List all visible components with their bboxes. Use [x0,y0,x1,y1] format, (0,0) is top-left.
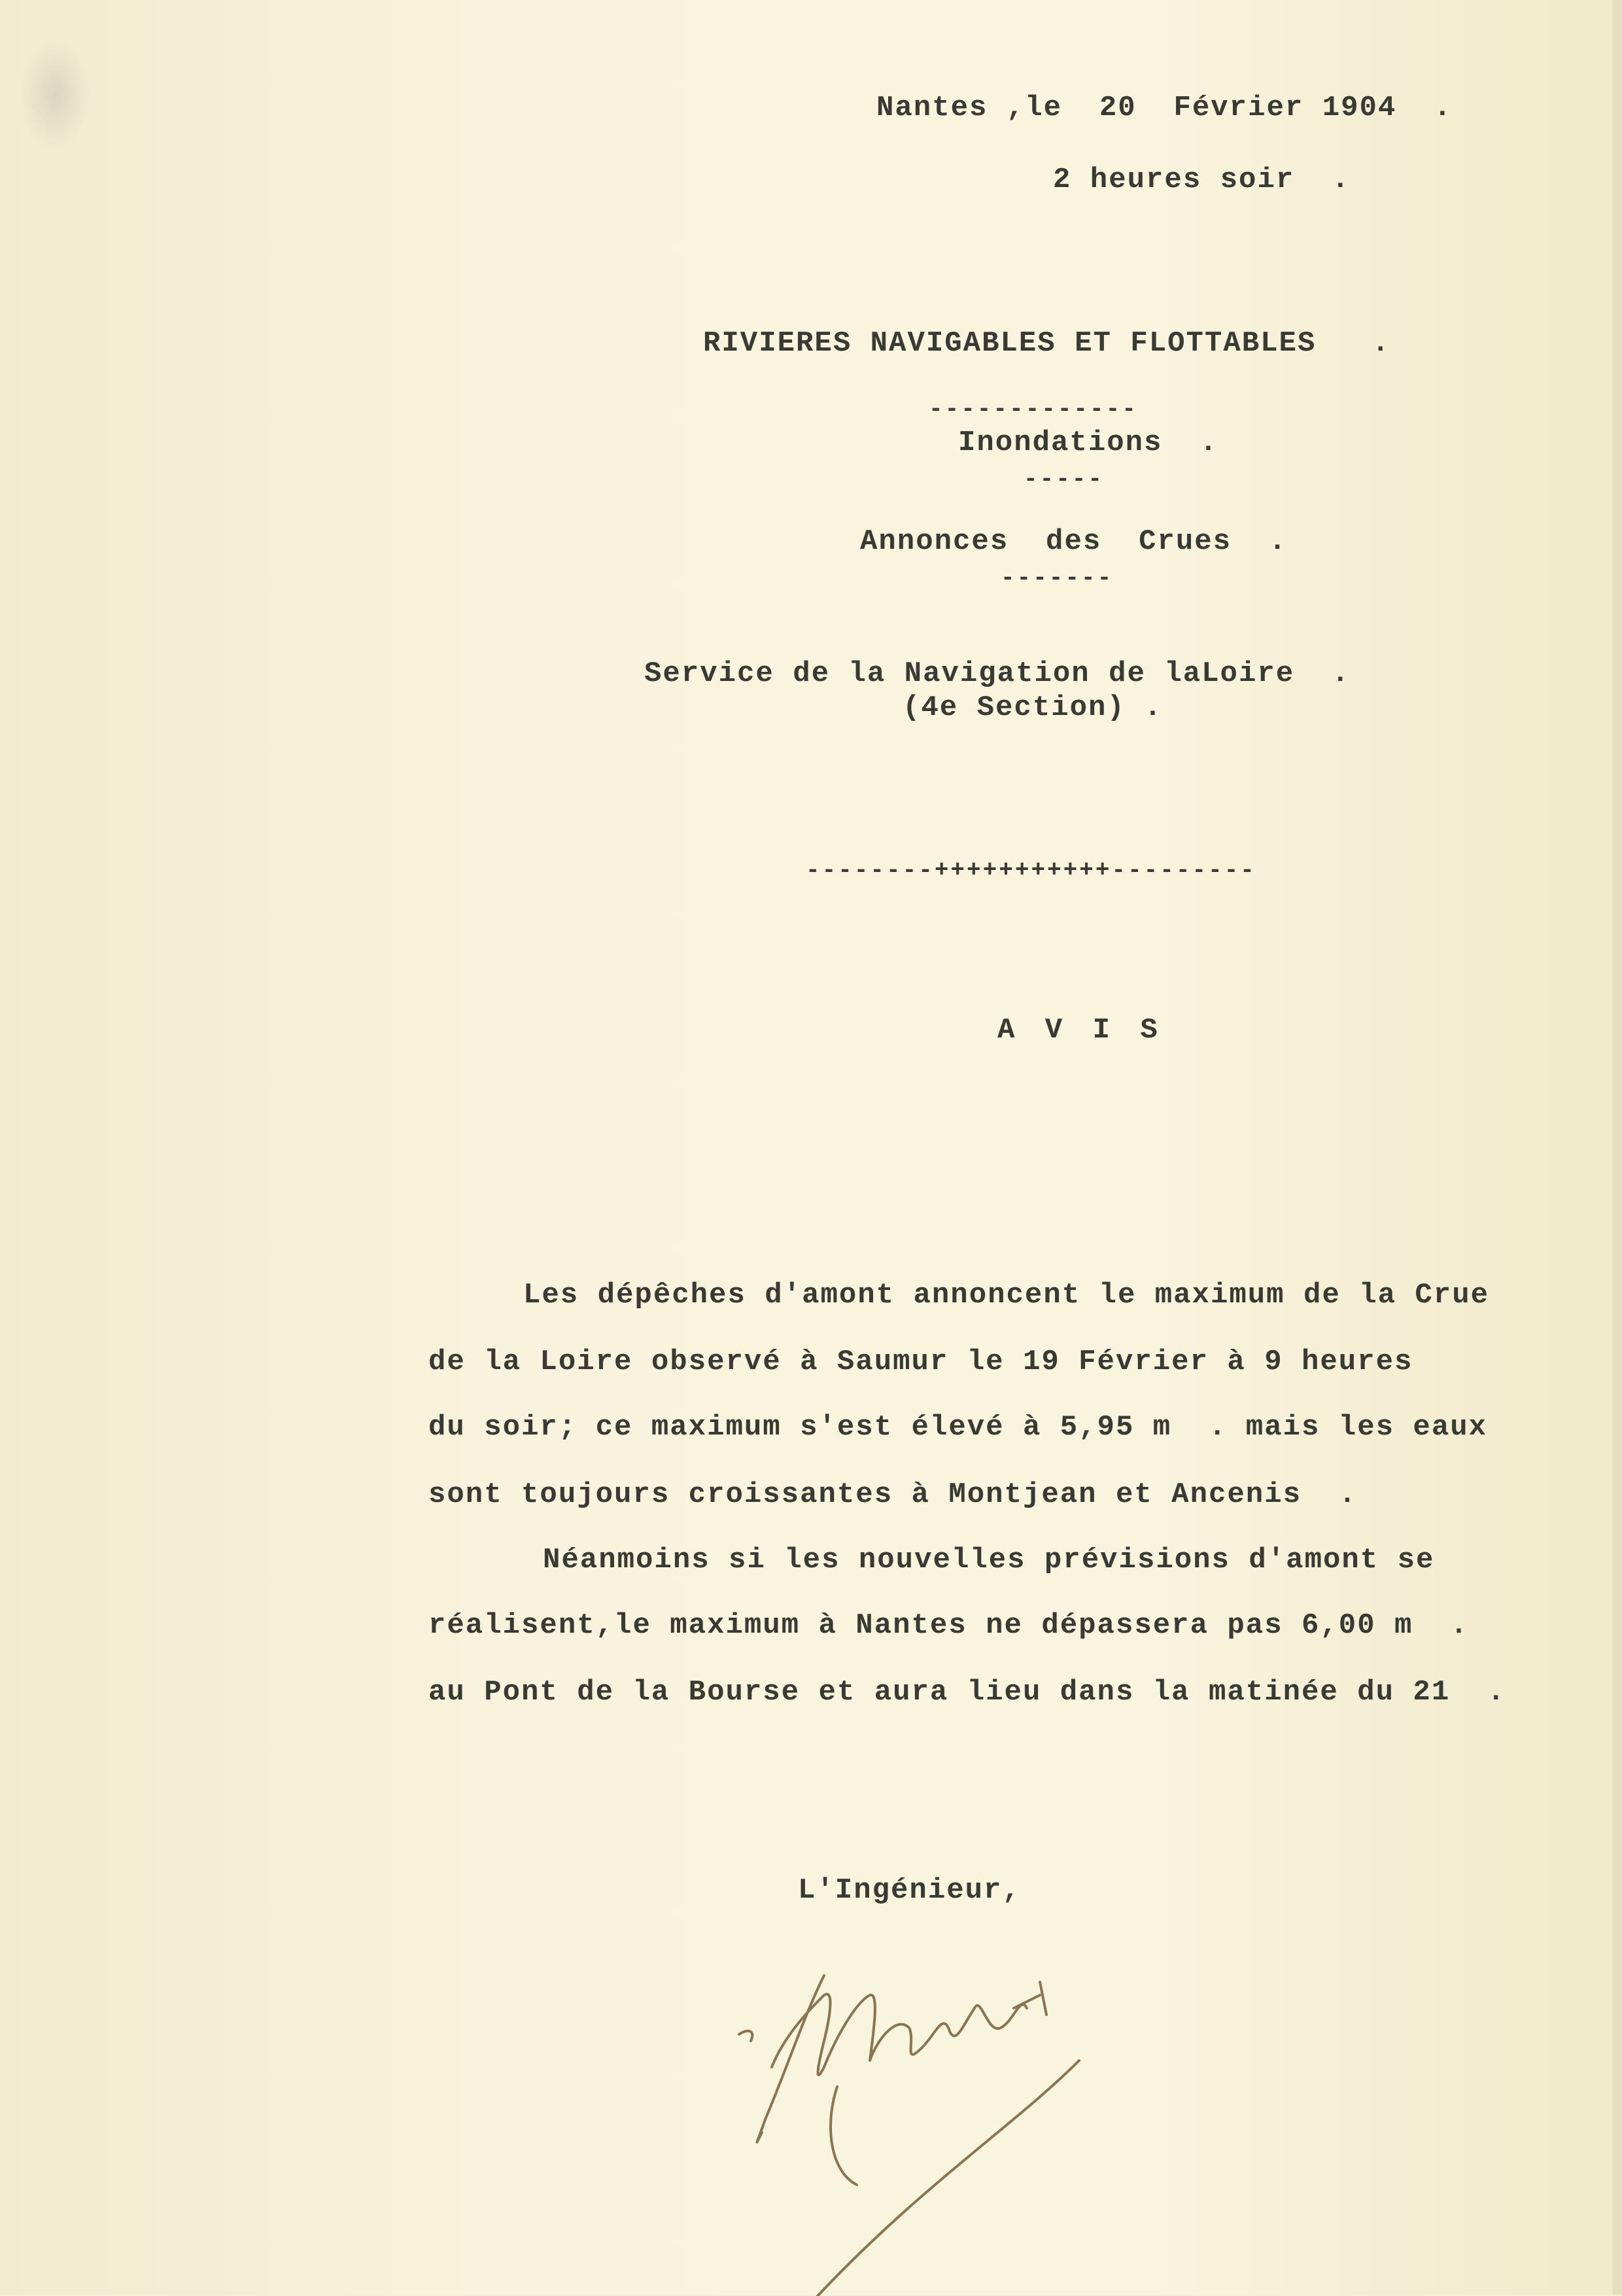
date-line: Nantes ,le 20 Février 1904 . [876,92,1453,124]
paragraph-line-4: sont toujours croissantes à Montjean et Ancenis . [428,1478,1358,1511]
section-title: (4e Section) . [903,691,1163,724]
paragraph-line-5: Néanmoins si les nouvelles prévisions d'amont se [543,1544,1435,1576]
divider-line: --------+++++++++++--------- [806,857,1256,884]
time-line: 2 heures soir . [1053,164,1351,196]
notice-heading: A V I S [997,1014,1164,1047]
announce-title: Annonces des Crues . [860,525,1288,558]
separator-2: ----- [1024,466,1105,493]
paragraph-line-1: Les dépêches d'amont annoncent le maximum de la Crue [523,1279,1490,1312]
handwritten-signature [674,1956,1145,2296]
paragraph-line-6: réalisent,le maximum à Nantes ne dépassera pas 6,00 m . [428,1609,1469,1642]
service-title: Service de la Navigation de laLoire . [644,657,1351,690]
separator-3: ------- [1001,565,1114,591]
category-title: RIVIERES NAVIGABLES ET FLOTTABLES . [703,327,1390,360]
signatory-title: L'Ingénieur, [798,1874,1021,1907]
subject-title: Inondations . [958,426,1218,459]
separator-1: ------------- [929,396,1138,423]
paragraph-line-3: du soir; ce maximum s'est élevé à 5,95 m . mais les eaux [428,1411,1488,1444]
paragraph-line-2: de la Loire observé à Saumur le 19 Février à 9 heures [428,1346,1413,1378]
paragraph-line-7: au Pont de la Bourse et aura lieu dans la matinée du 21 . [428,1676,1506,1709]
paper-stain [20,39,92,150]
paper-edge [1613,0,1622,2295]
